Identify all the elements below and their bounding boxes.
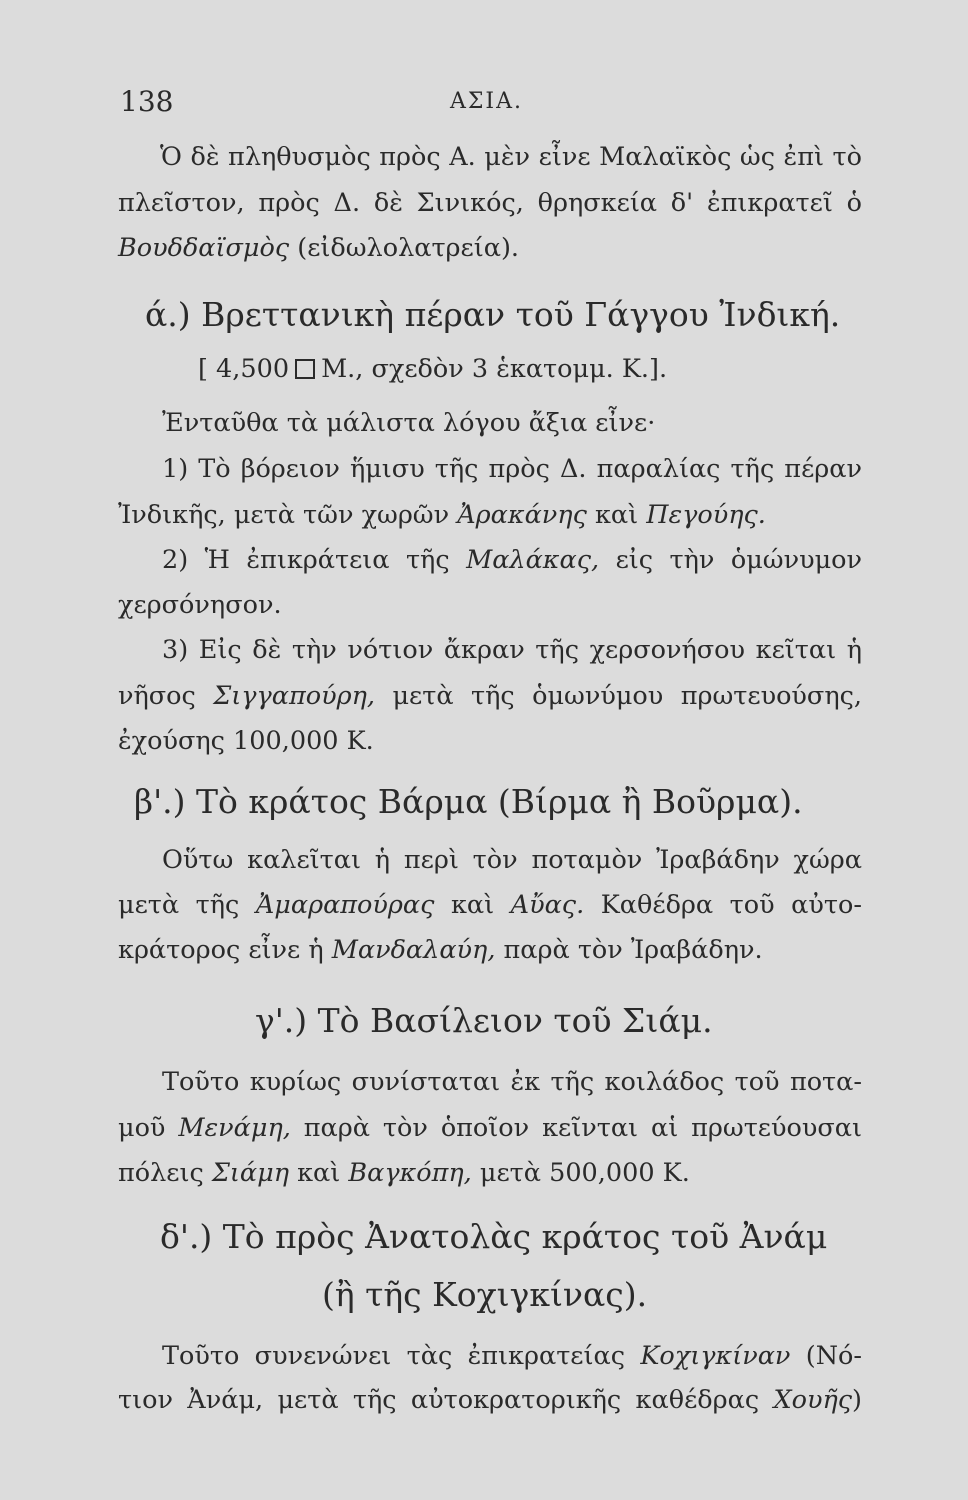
running-title: ΑΣΙΑ. (449, 89, 523, 114)
section-heading: (ἢ τῆς Κοχιγκίνας). (322, 1275, 648, 1314)
text-line: μοῦ Μενάμη, παρὰ τὸν ὁποῖον κεῖνται αἱ πρωτεύουσαι (118, 1113, 862, 1143)
text-line: ἐχούσης 100,000 Κ. (118, 726, 374, 756)
text-line: Βουδδαϊσμὸς (εἰδωλολατρεία). (118, 233, 520, 263)
section-heading: δ'.) Τὸ πρὸς Ἀνατολὰς κράτος τοῦ Ἀνάμ (160, 1217, 828, 1256)
italic-term: Βουδδαϊσμὸς (118, 233, 290, 263)
section-heading: ά.) Βρεττανικὴ πέραν τοῦ Γάγγου Ἰνδική. (145, 295, 841, 334)
text-line: 1) Τὸ βόρειον ἥμισυ τῆς πρὸς Δ. παραλίας τῆς πέραν (162, 454, 862, 484)
text-line: χερσόνησον. (118, 590, 282, 620)
page-header (120, 85, 853, 125)
text-line: μετὰ τῆς Ἀμαραπούρας καὶ Αὔας. Καθέδρα τοῦ αὐτο- (118, 890, 862, 920)
section-heading: β'.) Τὸ κράτος Βάρμα (Βίρμα ἢ Βοῦρμα). (134, 782, 803, 821)
text-line: 2) Ἡ ἐπικράτεια τῆς Μαλάκας, εἰς τὴν ὁμώνυμον (162, 545, 862, 575)
text-line: Τοῦτο κυρίως συνίσταται ἐκ τῆς κοιλάδος τοῦ ποτα- (162, 1067, 862, 1097)
text-line: [ 4,500 Μ., σχεδὸν 3 ἑκατομμ. Κ.]. (198, 354, 668, 384)
text-line: Ἐνταῦθα τὰ μάλιστα λόγου ἄξια εἶνε· (162, 408, 656, 438)
text-line: τιον Ἀνάμ, μετὰ τῆς αὐτοκρατορικῆς καθέδρας Χουῆς) (118, 1385, 862, 1415)
section-heading: γ'.) Τὸ Βασίλειον τοῦ Σιάμ. (255, 1001, 713, 1040)
text-line: 3) Εἰς δὲ τὴν νότιον ἄκραν τῆς χερσονήσου κεῖται ἡ (162, 635, 862, 665)
text-line: Τοῦτο συνενώνει τὰς ἐπικρατείας Κοχιγκίναν (Νό- (162, 1341, 863, 1371)
page-number: 138 (120, 85, 174, 118)
text-line: Ὁ δὲ πληθυσμὸς πρὸς Α. μὲν εἶνε Μαλαϊκὸς ὡς ἐπὶ τὸ (160, 142, 862, 172)
text-line: πόλεις Σιάμη καὶ Βαγκόπη, μετὰ 500,000 Κ. (118, 1158, 690, 1188)
text-line: Ἰνδικῆς, μετὰ τῶν χωρῶν Ἀρακάνης καὶ Πεγούης. (118, 500, 766, 530)
text-line: Οὕτω καλεῖται ἡ περὶ τὸν ποταμὸν Ἰραβάδην χώρα (162, 845, 862, 875)
text-line: πλεῖστον, πρὸς Δ. δὲ Σινικός, θρησκεία δ' ἐπικρατεῖ ὁ (118, 188, 862, 218)
text-line: νῆσος Σιγγαπούρη, μετὰ τῆς ὁμωνύμου πρωτευούσης, (118, 681, 862, 711)
text-line: κράτορος εἶνε ἡ Μανδαλαύη, παρὰ τὸν Ἰραβάδην. (118, 935, 763, 965)
square-symbol-icon (295, 359, 315, 379)
